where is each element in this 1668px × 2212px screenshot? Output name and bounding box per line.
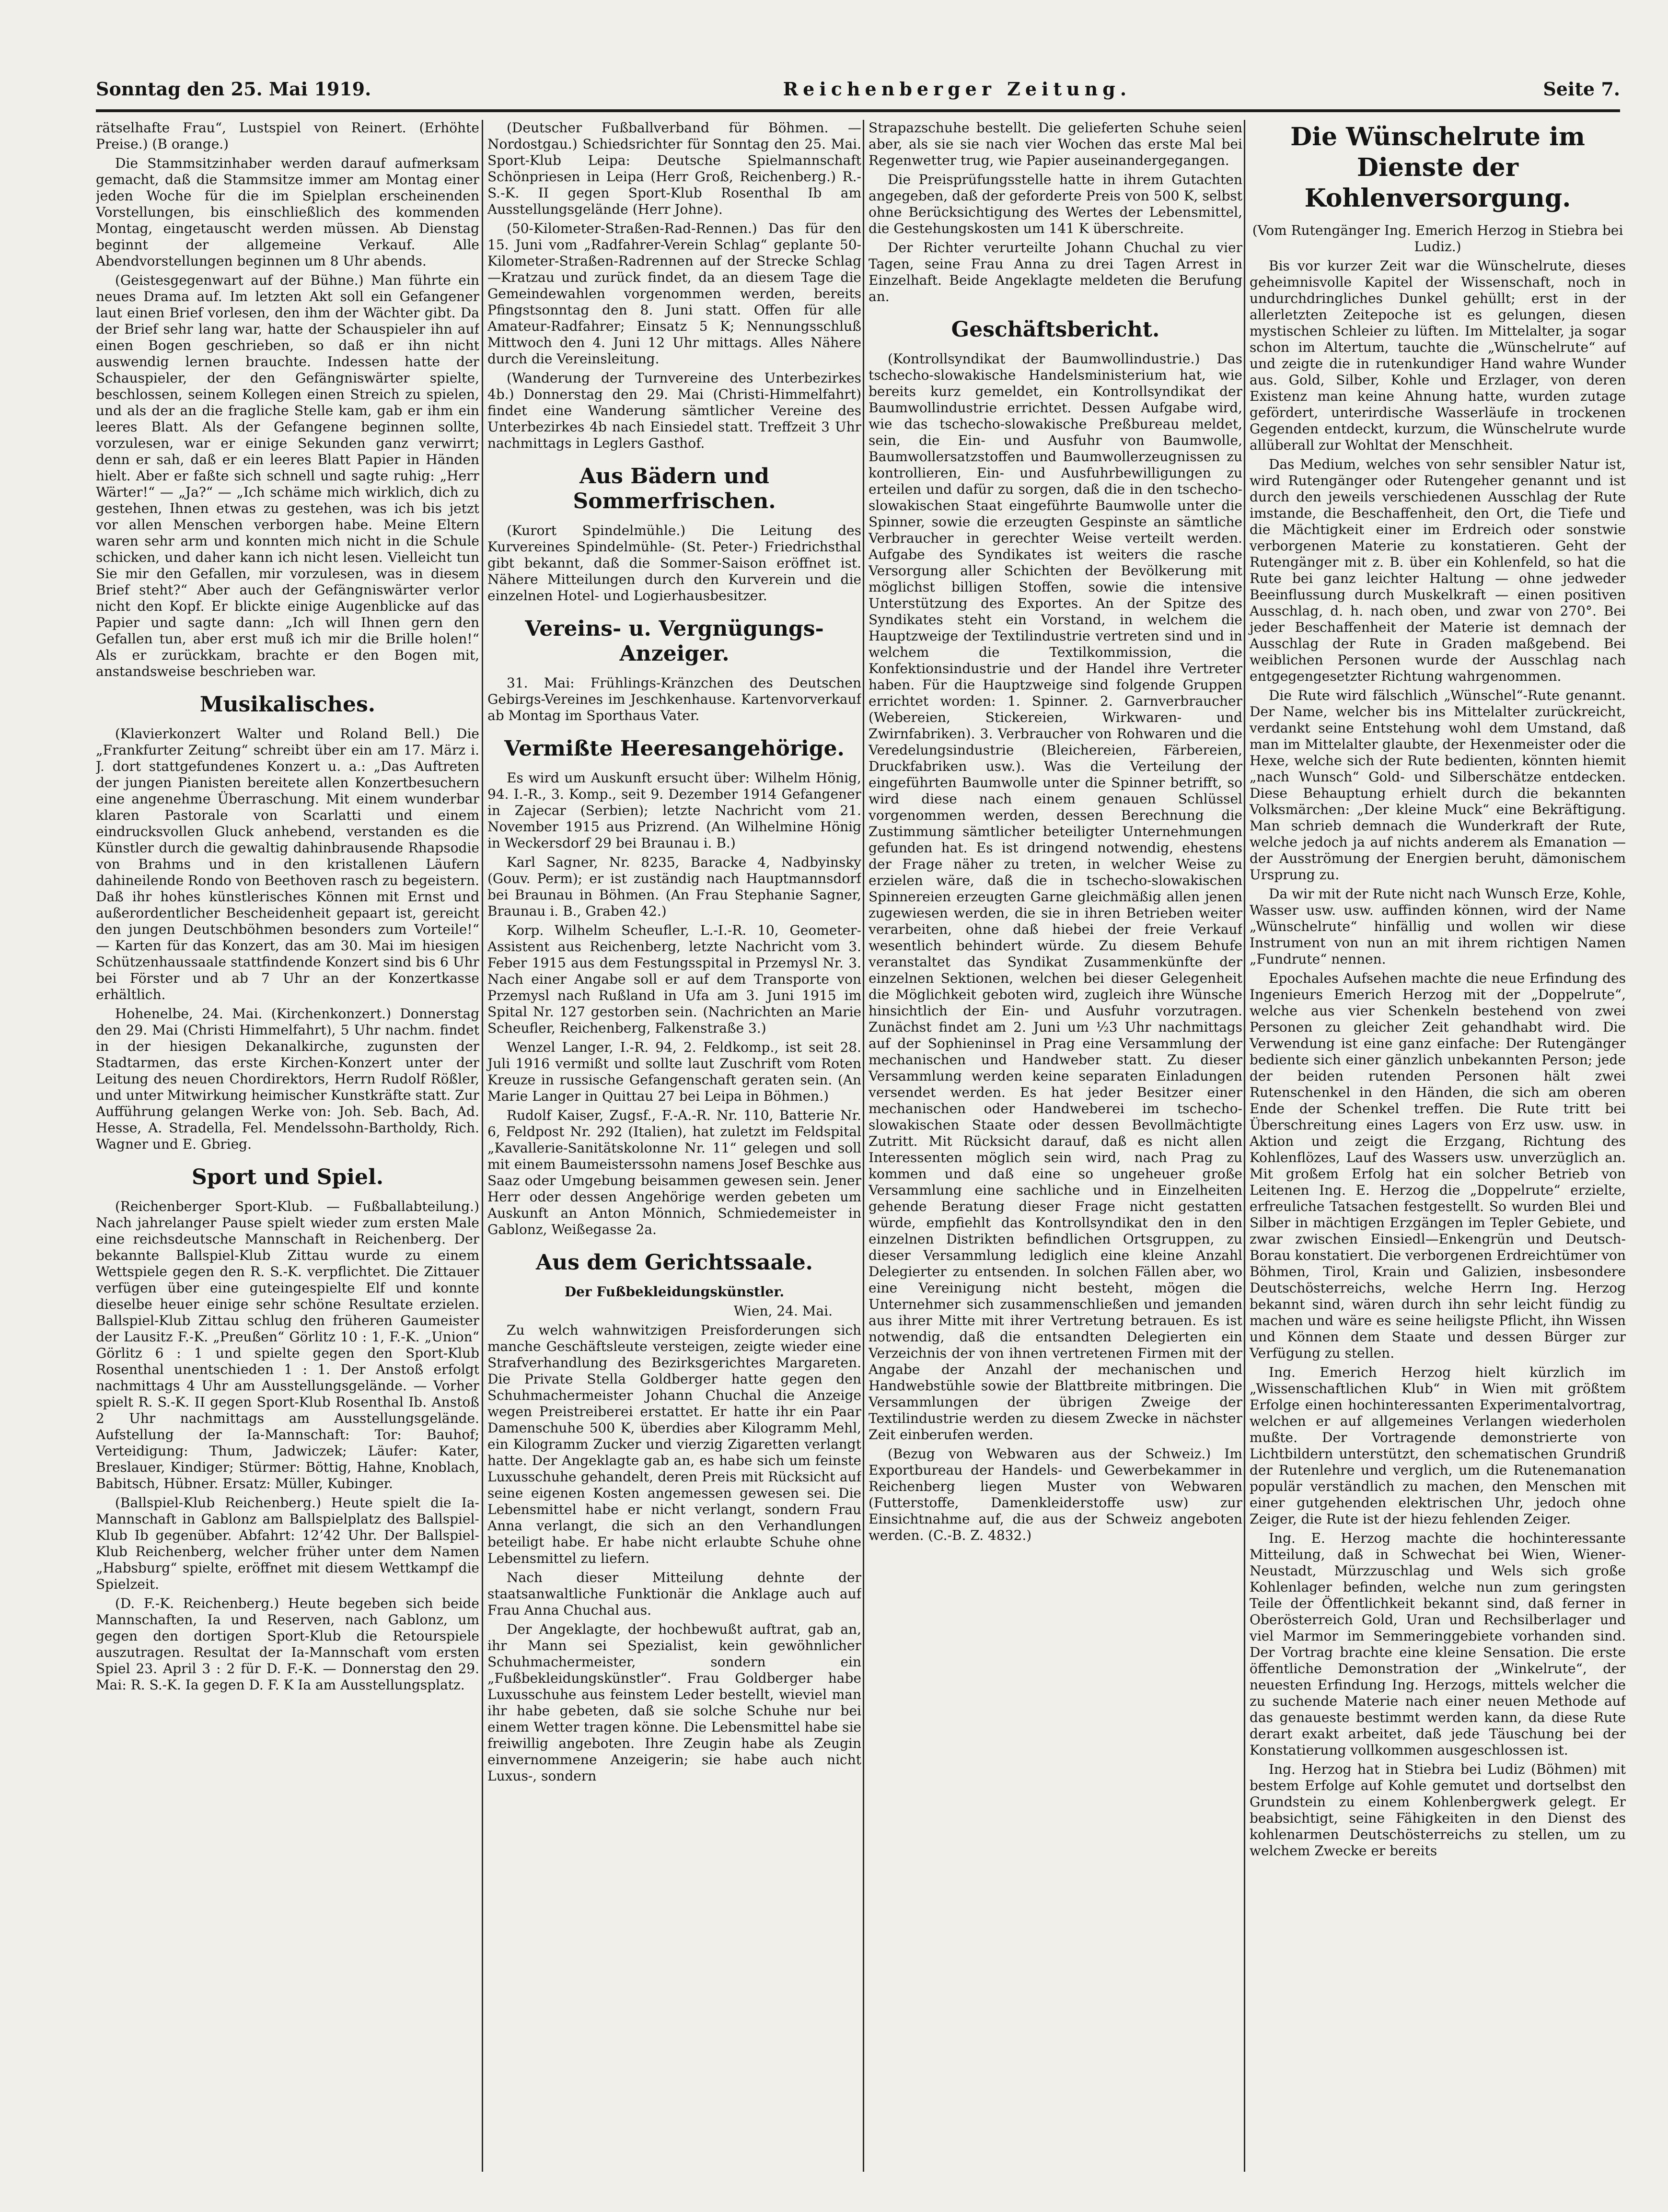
page-header [96, 72, 1620, 105]
article-paragraph: Rudolf Kaiser, Zugsf., F.-A.-R. Nr. 110, Batterie Nr. 6, Feldpost Nr. 292 (Italien), hat zuletzt im Feldspital „Kavallerie-Sanitätskolonne Nr. 11“ gelegen und soll mit einem Baumeisterssohn namens Josef Beschke aus Saaz oder Umgebung beisammen gewesen sein. Jener Herr oder dessen Angehörige werden gebeten um Auskunft an Anton Mönnich, Schmiedemeister in Gablonz, Weißegasse 2a. [487, 1107, 861, 1237]
header-rule [96, 109, 1620, 112]
article-paragraph: (Reichenberger Sport-Klub. — Fußballabteilung.) Nach jahrelanger Pause spielt wieder zum ersten Male eine reichsdeutsche Mannschaft in Reichenberg. Der bekannte Ballspiel-Klub Zittau wurde zu einem Wettspiele gegen den R. S.-K. verpflichtet. Die Zittauer verfügen über eine guteingespielte Elf und konnte dieselbe heuer einige sehr schöne Resultate erzielen. Ballspiel-Klub Zittau schlug den früheren Gaumeister der Lausitz F.-K. „Preußen“ Görlitz 10 : 1, F.-K. „Union“ Görlitz 6 : 1 und spielte gegen den Sport-Klub Rosenthal unentschieden 1 : 1. Der Anstoß erfolgt nachmittags 4 Uhr am Ausstellungsgelände. — Vorher spielt R. S.-K. II gegen Sport-Klub Rosenthal Ib. Anstoß 2 Uhr nachmittags am Ausstellungsgelände. Aufstellung der Ia-Mannschaft: Tor: Bauhof; Verteidigung: Thum, Jadwiczek; Läufer: Kater, Breslauer, Kindiger; Stürmer: Böttig, Hahne, Knoblach, Babitsch, Hübner. Ersatz: Müller, Kubinger. [96, 1199, 479, 1491]
column-1 [96, 120, 479, 2172]
column-4 [1244, 120, 1626, 2172]
article-paragraph: Wenzel Langer, I.-R. 94, 2. Feldkomp., ist seit 28. Juli 1916 vermißt und sollte laut Zuschrift vom Roten Kreuze in russische Gefangenschaft geraten sein. (An Marie Langer in Quittau 27 bei Leipa in Böhmen.) [487, 1039, 861, 1104]
article-paragraph: Strapazschuhe bestellt. Die gelieferten Schuhe seien aber, als sie sie nach vier Wochen das erste Mal bei Regenwetter trug, wie Papier auseinandergegangen. [869, 120, 1242, 168]
header-date: Sonntag den 25. Mai 1919. [96, 78, 371, 100]
article-paragraph: Der Richter verurteilte Johann Chuchal zu vier Tagen, seine Frau Anna zu drei Tagen Arrest in Einzelhaft. Beide Angeklagte meldeten die Berufung an. [869, 240, 1242, 304]
article-paragraph: Ing. Herzog hat in Stiebra bei Ludiz (Böhmen) mit bestem Erfolge auf Kohle gemutet und dortselbst den Grundstein zu einem Kohlenbergwerk gelegt. Er beabsichtigt, seine Fähigkeiten in den Dienst des kohlenarmen Deutschösterreichs zu stellen, um zu welchem Zwecke er bereits [1250, 1761, 1626, 1859]
section-heading-baeder: Aus Bädern und Sommerfrischen. [573, 464, 776, 513]
section-heading-gericht: Aus dem Gerichtssaale. [535, 1250, 813, 1275]
article-paragraph: Bis vor kurzer Zeit war die Wünschelrute, dieses geheimnisvolle Kapitel der Wissenschaft, noch in undurchdringliches Dunkel gehüllt; erst in der allerletzten Zeitepoche ist es gelungen, diesen mystischen Schleier zu lüften. Im Mittelalter, ja sogar schon im Altertum, tauchte die „Wünschelrute“ auf und zeigte die in rutenkundiger Hand wahre Wunder aus. Gold, Silber, Kohle und Erzlager, von deren Existenz man keine Ahnung hatte, wurden zutage gefördert, unterirdische Wasserläufe in trockenen Gegenden entdeckt, kurzum, die Wünschelrute wurde allüberall zur Wohltat der Menschheit. [1250, 258, 1626, 453]
dateline: Wien, 24. Mai. [733, 1303, 833, 1319]
column-2 [482, 120, 861, 2172]
section-heading-music: Musikalisches. [199, 692, 376, 717]
article-paragraph: (Geistesgegenwart auf der Bühne.) Man führte ein neues Drama auf. Im letzten Akt soll ein Gefangener laut einen Brief vorlesen, den ihm der Wächter gibt. Da der Brief sehr lang war, hatte der Schauspieler ihn auf einen Bogen geschrieben, so daß er ihn nicht auswendig lernen brauchte. Indessen hatte der Schauspieler, der den Gefängniswärter spielte, beschlossen, seinem Kollegen einen Streich zu spielen, und als der an die fragliche Stelle kam, gab er ihm ein leeres Blatt. Als der Gefangene beginnen sollte, vorzulesen, war er einige Sekunden ganz verwirrt; denn er sah, daß er ein leeres Blatt Papier in Händen hielt. Aber er faßte sich schnell und sagte ruhig: „Herr Wärter!“ — „Ja?“ — „Ich schäme mich wirklich, dich zu gestehen, Ihnen etwas zu gestehen, was ich bis jetzt vor allen Menschen verborgen habe. Meine Eltern waren sehr arm und konnten mich nicht in die Schule schicken, und daher kann ich nicht lesen. Vielleicht tun Sie mir den Gefallen, mir vorzulesen, was in diesem Brief steht?“ Aber auch der Gefängniswärter verlor nicht den Kopf. Er blickte einige Augenblicke auf das Papier und sagte dann: „Ich will Ihnen gern den Gefallen tun, aber erst muß ich mir die Brille holen!“ Als er zurückkam, brachte er den Bogen mit, anstandsweise beschrieben war. [96, 272, 479, 679]
article-paragraph: Ing. E. Herzog machte die hochinteressante Mitteilung, daß in Schwechat bei Wien, Wiener-Neustadt, Mürzzuschlag und Wels sich große Kohlenlager befinden, welche nun zum geringsten Teile der Öffentlichkeit bekannt sind, daß ferner in Oberösterreich Gold, Uran und Rechsilberlager und viel Marmor im Semmeringgebiete vorhanden sind. Der Vortrag brachte eine kleine Sensation. Die erste öffentliche Demonstration der „Winkelrute“, der neuesten Erfindung Ing. Herzogs, mittels welcher die zu suchende Materie nach einer neuen Methode auf das genaueste bestimmt werden kann, da diese Rute derart exakt arbeitet, daß jede Täuschung bei der Konstatierung vollkommen ausgeschlossen ist. [1250, 1530, 1626, 1758]
article-paragraph: Da wir mit der Rute nicht nach Wunsch Erze, Kohle, Wasser usw. usw. auffinden können, wird der Name „Wünschelrute“ hinfällig und wollen wir diese Instrument von nun an mit ihrem richtigen Namen „Fundrute“ nennen. [1250, 886, 1626, 967]
article-paragraph: 31. Mai: Frühlings-Kränzchen des Deutschen Gebirgs-Vereines im Jeschkenhause. Kartenvorverkauf ab Montag im Sporthaus Vater. [487, 675, 861, 723]
article-paragraph: Hohenelbe, 24. Mai. (Kirchenkonzert.) Donnerstag den 29. Mai (Christi Himmelfahrt), 5 Uhr nachm. findet in der hiesigen Dekanalkirche, zugunsten der Stadtarmen, das erste Kirchen-Konzert unter der Leitung des neuen Chordirektors, Herrn Rudolf Rößler, und unter Mitwirkung heimischer Kunstkräfte statt. Zur Aufführung gelangen Werke von: Joh. Seb. Bach, Ad. Hesse, A. Stradella, Fel. Mendelssohn-Bartholdy, Rich. Wagner und E. Gbrieg. [96, 1006, 479, 1152]
article-paragraph: Die Rute wird fälschlich „Wünschel“-Rute genannt. Der Name, welcher bis ins Mittelalter zurückreicht, verdankt seine Entstehung wohl dem Umstand, daß man im Mittelalter glaubte, der Hexenmeister oder die Hexe, welche sich der Rute bedienten, könnten hiemit „nach Wunsch“ Gold- und Silberschätze entdecken. Diese Behauptung erhielt durch die bekannten Volksmärchen: „Der kleine Muck“ eine Bekräftigung. Man schrieb demnach die Wunderkraft der Rute, welche jedoch ja auf nichts anderem als Emanation — der Ausströmung der Energien beruht, dämonischem Ursprung zu. [1250, 687, 1626, 883]
article-byline: (Vom Rutengänger Ing. Emerich Herzog in Stiebra bei Ludiz.) [1252, 222, 1623, 255]
section-heading-vereine: Vereins- u. Vergnügungs-Anzeiger. [525, 617, 824, 666]
article-paragraph: Der Angeklagte, der hochbewußt auftrat, gab an, ihr Mann sei Spezialist, kein gewöhnlicher Schuhmachermeister, sondern ein „Fußbekleidungskünstler“. Frau Goldberger habe Luxusschuhe aus feinstem Leder bestellt, wieviel man ihr habe gebeten, daß sie solche Schuhe nur bei einem Wetter tragen könne. Die Lebensmittel habe sie freiwillig angeboten. Ihre Zeugin habe als Zeugin einvernommene Anzeigerin; sie habe auch nicht Luxus-, sondern [487, 1621, 861, 1784]
section-heading-vermisst: Vermißte Heeresangehörige. [504, 736, 845, 761]
article-paragraph: (Deutscher Fußballverband für Böhmen. — Nordostgau.) Schiedsrichter für Sonntag den 25. Mai. Sport-Klub Leipa: Deutsche Spielmannschaft Schönpriesen in Leipa (Herr Groß, Reichenberg.) R.-S.-K. II gegen Sport-Klub Rosenthal Ib am Ausstellungsgelände (Herr Johne). [487, 120, 861, 217]
article-paragraph: (Klavierkonzert Walter und Roland Bell.) Die „Frankfurter Zeitung“ schreibt über ein am 17. März i. J. dort stattgefundenes Konzert u. a.: „Das Auftreten der jungen Pianisten bereitete allen Konzertbesuchern eine angenehme Überraschung. Mit einem wunderbar klaren Pastorale von Scarlatti und einem eindrucksvollen Gluck anhebend, verstanden es die Künstler durch die gewaltig dahinbrausende Rhapsodie von Brahms und in den kristallenen Läufern dahineilende Rondo von Beethoven rasch zu begeistern. Daß ihr hohes künstlerisches Können mit Ernst und außerordentlicher Bescheidenheit gepaart ist, gereicht den jungen Deutschböhmen besonders zum Vorteile!“ — Karten für das Konzert, das am 30. Mai im hiesigen Schützenhaussaale stattfindende Konzert sind bis 6 Uhr bei Förster und ab 7 Uhr an der Konzertkasse erhältlich. [96, 726, 479, 1002]
article-subheading: Der Fußbekleidungskünstler. [564, 1284, 785, 1300]
article-paragraph: (Kontrollsyndikat der Baumwollindustrie.) Das tschecho-slowakische Handelsministerium hat, wie bereits kurz gemeldet, ein Kontrollsyndikat der Baumwollindustrie errichtet. Dessen Aufgabe wird, wie das tschecho-slowakische Preßbureau meldet, sein, die Ein- und Ausfuhr von Baumwolle, Baumwollersatzstoffen und Baumwollerzeugnissen zu kontrollieren, Ein- und Ausfuhrbewilligungen zu erteilen und dafür zu sorgen, daß die in den tschecho-slowakischen Staat eingeführte Baumwolle unter die Spinner, sowie die erzeugten Gespinste an sämtliche Verbraucher in gerechter Weise verteilt werden. Aufgabe des Syndikates ist weiters die rasche Versorgung aller Schichten der Bevölkerung mit möglichst billigen Stoffen, sowie die intensive Unterstützung des Exportes. An der Spitze des Syndikates steht ein Vorstand, in welchem die Hauptzweige der Textilindustrie vertreten sind und in welchem die Textilkommission, die Konfektionsindustrie und der Handel ihre Vertreter haben. Für die Hauptzweige sind folgende Gruppen errichtet worden: 1. Spinner. 2. Garnverbraucher (Webereien, Stickereien, Wirkwaren- und Zwirnfabriken). 3. Verbraucher von Rohwaren und die Veredelungsindustrie (Bleichereien, Färbereien, Druckfabriken usw.). Was die Verteilung der eingeführten Baumwolle unter die Spinner betrifft, so wird diese nach einem genauen Schlüssel vorgenommen werden, dessen Berechnung die Zustimmung sämtlicher beteiligter Unternehmungen gefunden hat. Es ist dringend notwendig, ehestens der Frage näher zu treten, in welcher Weise zu erzielen wäre, daß die in tschecho-slowakischen Spinnereien erzeugten Garne gleichmäßig allen jenen zugewiesen werden, die sie in ihren Betrieben weiter verarbeiten, ohne daß hiebei der freie Verkauf wesentlich behindert würde. Zu diesem Behufe veranstaltet das Syndikat Zusammenkünfte der einzelnen Sektionen, welchen bei dieser Gelegenheit die Möglichkeit geboten wird, zugleich ihre Wünsche hinsichtlich der Ein- und Ausfuhr vorzutragen. Zunächst findet am 2. Juni um ½3 Uhr nachmittags auf der Sophieninsel in Prag eine Versammlung der mechanischen und Handweber statt. Zu dieser Versammlung werden keine separaten Einladungen versendet werden. Es hat jeder Besitzer einer mechanischen oder Handweberei im tschecho-slowakischen Staate oder dessen Bevollmächtigte Zutritt. Mit Rücksicht darauf, daß es nicht allen Interessenten möglich sein wird, nach Prag zu kommen und daß eine so ungeheuer große Versammlung eine sachliche und in Einzelheiten gehende Beratung dieser Frage nicht gestatten würde, empfiehlt das Kontrollsyndikat den in den einzelnen Distrikten befindlichen Ortsgruppen, zu dieser Versammlung lediglich eine kleine Anzahl Delegierter zu entsenden. In solchen Fällen aber, wo eine Vereinigung nicht besteht, mögen die Unternehmer sich zusammenschließen und jemanden aus ihrer Mitte mit ihrer Vertretung betrauen. Es ist notwendig, daß die entsandten Delegierten ein Verzeichnis der von ihnen vertretenen Firmen mit der Angabe der Anzahl der mechanischen und Handwebstühle sowie der Blattbreite mitbringen. Die Versammlungen der übrigen Zweige der Textilindustrie werden zu diesem Zwecke in nächster Zeit einberufen werden. [869, 351, 1242, 1443]
article-paragraph: (Kurort Spindelmühle.) Die Leitung des Kurvereines Spindelmühle- (St. Peter-) Friedrichsthal gibt bekannt, daß die Sommer-Saison eröffnet ist. Nähere Mitteilungen durch den Kurverein und die einzelnen Hotel- und Logierhausbesitzer. [487, 523, 861, 604]
article-paragraph: (Bezug von Webwaren aus der Schweiz.) Im Exportbureau der Handels- und Gewerbekammer in Reichenberg liegen Muster von Webwaren (Futterstoffe, Damenkleiderstoffe usw) zur Einsichtnahme auf, die aus der Schweiz angeboten werden. (C.-B. Z. 4832.) [869, 1446, 1242, 1543]
article-paragraph: Das Medium, welches von sehr sensibler Natur ist, wird Rutengänger oder Rutengeher genannt und ist durch den jeweils verschiedenen Ausschlag der Rute imstande, die Beschaffenheit, den Ort, die Tiefe und die Mächtigkeit einer im Erdreich oder sonstwie verborgenen Materie zu konstatieren. Geht der Rutengänger mit z. B. über ein Kohlenfeld, so hat die Rute bei ganz leichter Haltung — ohne jedweder Beeinflussung durch Muskelkraft — einen positiven Ausschlag, d. h. nach oben, und zwar von 270°. Bei jeder Beschaffenheit der Materie ist demnach der Ausschlag der Rute in Graden maßgebend. Bei weiblichen Personen wurde der Ausschlag nach entgegengesetzter Richtung wahrgenommen. [1250, 456, 1626, 684]
article-headline: Die Wünschelrute im Dienste der Kohlenversorgung. [1290, 122, 1585, 213]
page-number: Seite 7. [1543, 78, 1620, 100]
article-paragraph: Es wird um Auskunft ersucht über: Wilhelm Hönig, 94. I.-R., 3. Komp., seit 9. Dezember 1914 Gefangener in Zajecar (Serbien); letzte Nachricht vom 21. November 1915 aus Prizrend. (An Wilhelmine Hönig in Weckersdorf 29 bei Braunau i. B.) [487, 770, 861, 851]
article-paragraph: (Ballspiel-Klub Reichenberg.) Heute spielt die Ia-Mannschaft in Gablonz am Ballspielplatz des Ballspiel-Klub Ib gegenüber. Abfahrt: 12’42 Uhr. Der Ballspiel-Klub Reichenberg, welcher früher unter dem Namen „Habsburg“ spielte, eröffnet mit diesem Wettkampf die Spielzeit. [96, 1495, 479, 1592]
article-paragraph: rätselhafte Frau“, Lustspiel von Reinert. (Erhöhte Preise.) (B orange.) [96, 120, 479, 152]
article-paragraph: (D. F.-K. Reichenberg.) Heute begeben sich beide Mannschaften, Ia und Reserven, nach Gablonz, um gegen den dortigen Sport-Klub die Retourspiele auszutragen. Resultat der Ia-Mannschaft vom ersten Spiel 23. April 3 : 2 für D. F.-K. — Donnerstag den 29. Mai: R. S.-K. Ia gegen D. F. K Ia am Ausstellungsplatz. [96, 1595, 479, 1693]
article-paragraph: Epochales Aufsehen machte die neue Erfindung des Ingenieurs Emerich Herzog mit der „Doppelrute“, welche aus vier Schenkeln bestehend von zwei Personen zu gleicher Zeit gehandhabt wird. Die Verwendung ist eine ganz einfache: Der Rutengänger bediente sich einer gänzlich unbekannten Person; jede der beiden rutenden Personen hält zwei Rutenschenkel in den Händen, die sich am oberen Ende der Schenkel treffen. Die Rute tritt bei Überschreitung eines Lagers von Erz usw. usw. in Aktion und zeigt die Erzgang, Richtung des Kohlenflözes, Lauf des Wassers usw. unverzüglich an. Mit großem Erfolg hat ein solcher Betrieb von Leitenen Ing. E. Herzog die „Doppelrute“ erzielte, erfreuliche Tatsachen festgestellt. So wurden Blei und Silber in mächtigen Erzgängen im Tepler Gebiete, und zwar zwischen Einsiedl—Enkengrün und Deutsch-Borau konstatiert. Die verborgenen Erdreichtümer von Böhmen, Tirol, Krain und Galizien, insbesondere Deutschösterreichs, welche Herrn Ing. Herzog bekannt sind, wären durch ihn sehr leicht fündig zu machen und wäre es seine heiligste Pflicht, ihn Wissen und Können dem Staate und dessen Bürger zur Verfügung zu stellen. [1250, 970, 1626, 1361]
article-paragraph: (50-Kilometer-Straßen-Rad-Rennen.) Das für den 15. Juni vom „Radfahrer-Verein Schlag“ geplante 50-Kilometer-Straßen-Radrennen auf der Strecke Schlag—Kratzau und zurück findet, da an diesem Tage die Gemeindewahlen vorgenommen werden, bereits Pfingstsonntag den 8. Juni statt. Offen für alle Amateur-Radfahrer; Einsatz 5 K; Nennungsschluß Mittwoch den 4. Juni 12 Uhr mittags. Alles Nähere durch die Vereinsleitung. [487, 221, 861, 367]
article-paragraph: Die Preisprüfungsstelle hatte in ihrem Gutachten angegeben, daß der geforderte Preis von 500 K, selbst ohne Berücksichtigung des Wertes der Lebensmittel, die Gestehungskosten um 141 K überschreite. [869, 172, 1242, 236]
article-paragraph: Ing. Emerich Herzog hielt kürzlich im „Wissenschaftlichen Klub“ in Wien mit größtem Erfolge einen hochinteressanten Experimentalvortrag, welchen er auf allgemeines Verlangen wiederholen mußte. Der Vortragende demonstrierte von Lichtbildern unterstützt, den schematischen Grundriß der Rutenlehre und verglich, um die Rutenemanation populär verständlich zu machen, den Menschen mit einer gutgehenden elektrischen Uhr, jedoch ohne Zeiger, die Rute ist der hiezu fehlenden Zeiger. [1250, 1364, 1626, 1527]
newspaper-title: Reichenberger Zeitung. [783, 78, 1132, 100]
article-paragraph: Zu welch wahnwitzigen Preisforderungen sich manche Geschäftsleute versteigen, zeigte wieder eine Strafverhandlung des Bezirksgerichtes Margareten. Die Private Stella Goldberger hatte gegen den Schuhmachermeister Johann Chuchal die Anzeige wegen Preistreiberei erstattet. Er hatte ihr ein Paar Damenschuhe 500 K, überdies aber Kilogramm Mehl, ein Kilogramm Zucker und vierzig Zigaretten verlangt hatte. Der Angeklagte gab an, es habe sich um feinste Luxusschuhe gehandelt, deren Preis mit Rücksicht auf seine eigenen Kosten angemessen gewesen sei. Die Lebensmittel habe er nicht verlangt, sondern Frau Anna verlangt, die sich an den Verhandlungen beteiligt habe. Er habe nicht erlaubte Schuhe ohne Lebensmittel zu liefern. [487, 1322, 861, 1566]
column-3 [863, 120, 1242, 2172]
section-heading-geschaeft: Geschäftsbericht. [951, 317, 1160, 342]
section-heading-sport: Sport und Spiel. [191, 1165, 384, 1189]
article-paragraph: Karl Sagner, Nr. 8235, Baracke 4, Nadbyinsky (Gouv. Perm); er ist zuständig nach Hauptmannsdorf bei Braunau in Böhmen. (An Frau Stephanie Sagner, Braunau i. B., Graben 42.) [487, 854, 861, 919]
article-paragraph: Nach dieser Mitteilung dehnte der staatsanwaltliche Funktionär die Anklage auch auf Frau Anna Chuchal aus. [487, 1570, 861, 1618]
article-paragraph: Die Stammsitzinhaber werden darauf aufmerksam gemacht, daß die Stammsitze immer am Montag einer jeden Woche für die im Spielplan erscheinenden Vorstellungen, bis einschließlich des kommenden Montag, eingetauscht werden müssen. Ab Dienstag beginnt der allgemeine Verkauf. Alle Abendvorstellungen beginnen um 8 Uhr abends. [96, 155, 479, 269]
article-paragraph: Korp. Wilhelm Scheufler, L.-I.-R. 10, Geometer-Assistent aus Reichenberg, letzte Nachricht vom 3. Feber 1915 aus dem Festungsspital in Przemysl Nr. 3. Nach einer Angabe soll er auf dem Transporte von Przemysl nach Rußland in Ufa am 3. Juni 1915 im Spital Nr. 127 gestorben sein. (Nachrichten an Marie Scheufler, Reichenberg, Falkenstraße 3.) [487, 922, 861, 1036]
article-paragraph: (Wanderung der Turnvereine des Unterbezirkes 4b.) Donnerstag den 29. Mai (Christi-Himmelfahrt) findet eine Wanderung sämtlicher Vereine des Unterbezirkes 4b nach Einsiedel statt. Treffzeit 3 Uhr nachmittags in Leglers Gasthof. [487, 370, 861, 451]
